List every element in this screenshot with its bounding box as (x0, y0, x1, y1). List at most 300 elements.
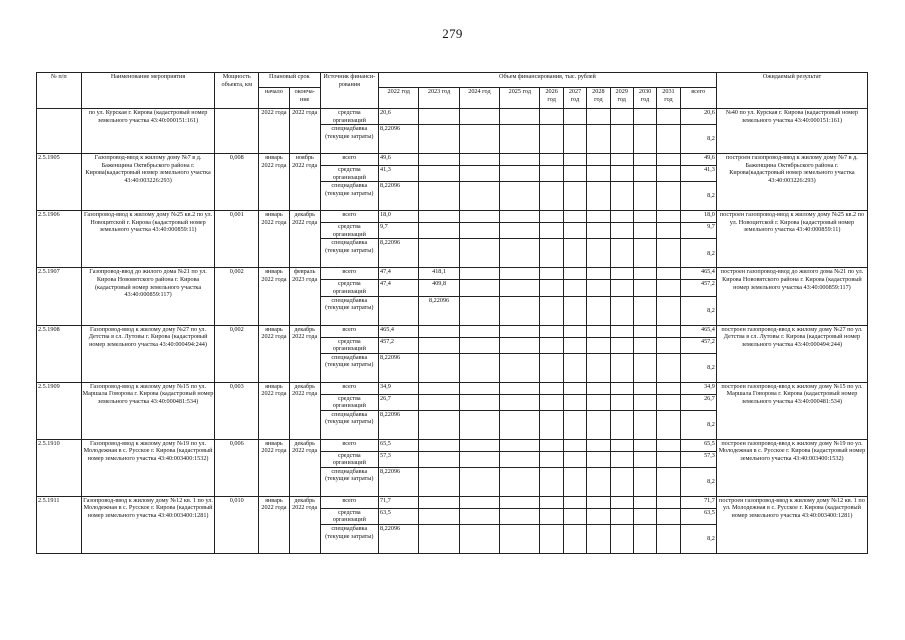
year-value (500, 394, 540, 410)
row-source: всего (320, 154, 378, 166)
year-value (419, 439, 459, 451)
header-source: Источник финанси-рования (320, 73, 378, 109)
year-value: 418,1 (419, 268, 459, 280)
year-value (587, 268, 610, 280)
header-year: 2024 год (459, 88, 499, 109)
year-value (419, 496, 459, 508)
year-value (563, 337, 586, 353)
year-value (419, 353, 459, 382)
year-value (657, 508, 680, 524)
year-value: 41,3 (379, 166, 419, 182)
row-source: всего (320, 325, 378, 337)
year-value (587, 410, 610, 439)
year-value (610, 410, 633, 439)
header-end: оконча-ние (289, 88, 320, 109)
year-value (540, 223, 563, 239)
year-value (500, 508, 540, 524)
year-value: 8,22096 (419, 296, 459, 325)
year-value (563, 211, 586, 223)
row-end: февраль 2023 года (289, 268, 320, 325)
year-value (587, 166, 610, 182)
year-value (540, 337, 563, 353)
year-value (500, 382, 540, 394)
year-value (563, 296, 586, 325)
row-end: 2022 года (289, 109, 320, 154)
year-value (610, 166, 633, 182)
year-value (610, 467, 633, 496)
year-value: 8,22096 (379, 353, 419, 382)
row-name: Газопровод-ввод к жилому дому №15 по ул. Маршала Говорова г. Кирова (кадастровый номер земельного участка 43:40:000481:534) (81, 382, 215, 439)
year-value (540, 451, 563, 467)
year-value (419, 325, 459, 337)
year-value (610, 439, 633, 451)
year-value (419, 211, 459, 223)
year-value (459, 296, 499, 325)
year-value (657, 223, 680, 239)
year-value (587, 394, 610, 410)
row-start: январь 2022 года (259, 325, 290, 382)
year-value (500, 439, 540, 451)
year-value (610, 451, 633, 467)
row-start: январь 2022 года (259, 268, 290, 325)
year-value (500, 166, 540, 182)
row-total: 63,5 (680, 508, 716, 524)
year-value (500, 211, 540, 223)
year-value (563, 439, 586, 451)
year-value (610, 211, 633, 223)
row-source: спецнадбавка (текущие затраты) (320, 467, 378, 496)
year-value (563, 154, 586, 166)
table-row (37, 439, 868, 451)
year-value (419, 125, 459, 154)
year-value (657, 410, 680, 439)
row-source: средства организаций (320, 109, 378, 125)
row-total: 465,4 (680, 268, 716, 280)
year-value: 57,3 (379, 451, 419, 467)
year-value (633, 125, 656, 154)
year-value (459, 382, 499, 394)
year-value (657, 394, 680, 410)
year-value (657, 496, 680, 508)
row-total: 8,2 (680, 239, 716, 268)
row-num: 2.5.1905 (37, 154, 82, 211)
year-value (633, 451, 656, 467)
row-total: 34,9 (680, 382, 716, 394)
year-value (633, 296, 656, 325)
year-value (500, 337, 540, 353)
year-value (540, 166, 563, 182)
table-row (37, 268, 868, 280)
year-value (657, 154, 680, 166)
row-name: Газопровод-ввод до жилого дома №21 по ул. Кирова Нововятского района г. Кирова (кадастровый номер земельного участка 43:40:000859:117) (81, 268, 215, 325)
year-value (500, 451, 540, 467)
page-number: 279 (442, 26, 463, 41)
row-capacity: 0,008 (215, 154, 259, 211)
header-year: 2030 год (633, 88, 656, 109)
row-capacity: 0,001 (215, 211, 259, 268)
year-value (633, 280, 656, 296)
year-value (633, 496, 656, 508)
row-total: 457,2 (680, 337, 716, 353)
table-row (37, 211, 868, 223)
year-value (459, 154, 499, 166)
year-value (459, 166, 499, 182)
year-value (610, 223, 633, 239)
year-value (419, 382, 459, 394)
row-name: Газопровод-ввод к жилому дому №25 кв.2 по ул. Новоцитской г. Кирова (кадастровый номер земельного участка 43:40:000859:11) (81, 211, 215, 268)
year-value (540, 296, 563, 325)
year-value (379, 296, 419, 325)
year-value (459, 394, 499, 410)
year-value (633, 410, 656, 439)
year-value: 20,6 (379, 109, 419, 125)
year-value (587, 508, 610, 524)
year-value (610, 382, 633, 394)
year-value (459, 451, 499, 467)
year-value: 457,2 (379, 337, 419, 353)
year-value (610, 296, 633, 325)
row-source: средства организаций (320, 223, 378, 239)
year-value (459, 211, 499, 223)
row-source: всего (320, 496, 378, 508)
year-value (540, 239, 563, 268)
year-value (563, 109, 586, 125)
header-year: 2029 год (610, 88, 633, 109)
year-value (500, 410, 540, 439)
year-value (587, 125, 610, 154)
row-result: построен газопровод-ввод к жилому дому №19 по ул. Молодежная в с. Русское г. Кирова (кадастровый номер земельного участка 43:40:003400:1532) (716, 439, 867, 496)
row-source: всего (320, 439, 378, 451)
row-source: спецнадбавка (текущие затраты) (320, 353, 378, 382)
year-value (540, 268, 563, 280)
year-value (633, 508, 656, 524)
header-year: 2027 год (563, 88, 586, 109)
year-value (563, 353, 586, 382)
table-header (37, 73, 868, 109)
year-value (657, 525, 680, 554)
year-value (419, 223, 459, 239)
year-value: 8,22096 (379, 125, 419, 154)
table-body (37, 109, 868, 554)
year-value: 65,5 (379, 439, 419, 451)
header-num: № п/п (37, 73, 82, 109)
year-value (633, 439, 656, 451)
year-value (563, 166, 586, 182)
row-start: январь 2022 года (259, 382, 290, 439)
year-value (500, 280, 540, 296)
year-value (540, 394, 563, 410)
year-value (563, 394, 586, 410)
year-value (459, 268, 499, 280)
year-value: 465,4 (379, 325, 419, 337)
year-value: 34,9 (379, 382, 419, 394)
row-result: построен газопровод-ввод до жилого дома №21 по ул. Кирова Нововятского района г. Кирова (кадастровый номер земельного участка 43:40:000859:117) (716, 268, 867, 325)
year-value (500, 125, 540, 154)
year-value (563, 467, 586, 496)
row-source: средства организаций (320, 280, 378, 296)
year-value (587, 525, 610, 554)
row-result: №40 по ул. Курская г. Кирова (кадастровый номер земельного участка 43:40:000151:161) (716, 109, 867, 154)
header-year: 2022 год (379, 88, 419, 109)
year-value: 9,7 (379, 223, 419, 239)
year-value (419, 451, 459, 467)
year-value (587, 182, 610, 211)
year-value (563, 268, 586, 280)
year-value (633, 394, 656, 410)
year-value (657, 337, 680, 353)
year-value (657, 467, 680, 496)
year-value: 26,7 (379, 394, 419, 410)
year-value (459, 109, 499, 125)
year-value (657, 268, 680, 280)
row-num: 2.5.1909 (37, 382, 82, 439)
table-row (37, 496, 868, 508)
row-source: средства организаций (320, 508, 378, 524)
year-value (500, 353, 540, 382)
year-value (610, 125, 633, 154)
row-source: всего (320, 268, 378, 280)
row-total: 457,2 (680, 280, 716, 296)
header-start: начало (259, 88, 290, 109)
row-source: спецнадбавка (текущие затраты) (320, 410, 378, 439)
year-value (587, 325, 610, 337)
year-value (563, 182, 586, 211)
year-value (419, 467, 459, 496)
year-value (633, 109, 656, 125)
year-value (587, 439, 610, 451)
year-value (563, 508, 586, 524)
year-value (587, 451, 610, 467)
year-value (540, 439, 563, 451)
year-value (540, 211, 563, 223)
year-value (540, 109, 563, 125)
year-value (540, 325, 563, 337)
row-source: средства организаций (320, 166, 378, 182)
year-value (610, 325, 633, 337)
row-end: декабрь 2022 года (289, 325, 320, 382)
row-end: декабрь 2022 года (289, 211, 320, 268)
year-value: 8,22096 (379, 467, 419, 496)
year-value (563, 410, 586, 439)
year-value (587, 239, 610, 268)
year-value (610, 337, 633, 353)
year-value (540, 125, 563, 154)
table-row (37, 325, 868, 337)
year-value (633, 382, 656, 394)
row-name: Газопровод-ввод к жилому дому №7 в д. Баженщина Октябрьского района г. Кирова(кадастровый номер земельного участка 43:40:003226:293) (81, 154, 215, 211)
row-name: Газопровод-ввод к жилому дому №19 по ул. Молодежная в с. Русское г. Кирова (кадастровый номер земельного участка 43:40:003400:1532) (81, 439, 215, 496)
year-value: 8,22096 (379, 182, 419, 211)
header-year: 2028 год (587, 88, 610, 109)
year-value (540, 182, 563, 211)
header-total: всего (680, 88, 716, 109)
row-name: Газопровод-ввод к жилому дому №12 кв. 1 по ул. Молодежная в с. Русское г. Кирова (кадастровый номер земельного участка 43:40:003400:1281) (81, 496, 215, 553)
year-value (587, 353, 610, 382)
year-value (459, 508, 499, 524)
year-value (419, 337, 459, 353)
row-source: всего (320, 211, 378, 223)
year-value (587, 223, 610, 239)
year-value (459, 467, 499, 496)
year-value (657, 211, 680, 223)
year-value: 47,4 (379, 268, 419, 280)
row-total: 8,2 (680, 467, 716, 496)
row-total: 41,3 (680, 166, 716, 182)
year-value: 49,6 (379, 154, 419, 166)
year-value (500, 296, 540, 325)
year-value: 8,22096 (379, 410, 419, 439)
row-name: Газопровод-ввод к жилому дому №27 по ул. Детства в сл. Лутовы г. Кирова (кадастровый номер земельного участка 43:40:000494:244) (81, 325, 215, 382)
row-result: построен газопровод-ввод к жилому дому №25 кв.2 по ул. Новоцитской г. Кирова (кадастровый номер земельного участка 43:40:000859:11) (716, 211, 867, 268)
year-value (540, 280, 563, 296)
row-source: средства организаций (320, 451, 378, 467)
year-value (459, 182, 499, 211)
row-capacity: 0,002 (215, 325, 259, 382)
year-value (563, 223, 586, 239)
row-source: спецнадбавка (текущие затраты) (320, 296, 378, 325)
row-capacity: 0,003 (215, 382, 259, 439)
year-value (610, 268, 633, 280)
year-value (657, 439, 680, 451)
year-value (563, 451, 586, 467)
year-value (459, 125, 499, 154)
year-value (657, 182, 680, 211)
row-source: спецнадбавка (текущие затраты) (320, 125, 378, 154)
year-value (587, 211, 610, 223)
year-value (657, 125, 680, 154)
year-value (563, 325, 586, 337)
table-row (37, 382, 868, 394)
row-end: декабрь 2022 года (289, 439, 320, 496)
row-total: 65,5 (680, 439, 716, 451)
year-value (540, 154, 563, 166)
year-value (587, 154, 610, 166)
row-total: 57,3 (680, 451, 716, 467)
year-value (587, 280, 610, 296)
year-value (633, 353, 656, 382)
year-value (459, 280, 499, 296)
year-value (500, 223, 540, 239)
row-total: 49,6 (680, 154, 716, 166)
table-row (37, 154, 868, 166)
year-value (459, 223, 499, 239)
year-value (540, 467, 563, 496)
row-total: 8,2 (680, 353, 716, 382)
header-year: 2031 год (657, 88, 680, 109)
row-num: 2.5.1907 (37, 268, 82, 325)
row-source: спецнадбавка (текущие затраты) (320, 525, 378, 554)
year-value (633, 211, 656, 223)
year-value (610, 525, 633, 554)
row-end: ноябрь 2022 года (289, 154, 320, 211)
year-value (610, 182, 633, 211)
header-schedule: Плановый срок (259, 73, 321, 88)
year-value (657, 353, 680, 382)
year-value (540, 496, 563, 508)
table-row (37, 109, 868, 125)
row-start: январь 2022 года (259, 439, 290, 496)
year-value (563, 496, 586, 508)
header-capacity: Мощность объекта, км (215, 73, 259, 109)
year-value (419, 109, 459, 125)
year-value (500, 268, 540, 280)
year-value (657, 325, 680, 337)
year-value (587, 109, 610, 125)
row-result: построен газопровод-ввод к жилому дому №12 кв. 1 по ул. Молодежная в с. Русское г. Кирова (кадастровый номер земельного участка 43:40:003400:1281) (716, 496, 867, 553)
year-value: 18,0 (379, 211, 419, 223)
year-value (419, 182, 459, 211)
row-source: спецнадбавка (текущие затраты) (320, 182, 378, 211)
year-value (500, 154, 540, 166)
year-value (500, 467, 540, 496)
year-value (657, 239, 680, 268)
row-result: построен газопровод-ввод к жилому дому №27 по ул. Детства в сл. Лутовы г. Кирова (кадастровый номер земельного участка 43:40:000494:244) (716, 325, 867, 382)
year-value: 8,22096 (379, 239, 419, 268)
year-value: 71,7 (379, 496, 419, 508)
year-value (459, 353, 499, 382)
year-value (610, 239, 633, 268)
year-value: 63,5 (379, 508, 419, 524)
year-value (459, 439, 499, 451)
year-value (459, 239, 499, 268)
year-value (563, 280, 586, 296)
year-value (563, 382, 586, 394)
row-start: 2022 года (259, 109, 290, 154)
header-year: 2023 год (419, 88, 459, 109)
year-value (419, 394, 459, 410)
year-value: 409,8 (419, 280, 459, 296)
year-value (459, 410, 499, 439)
row-capacity (215, 109, 259, 154)
row-num: 2.5.1911 (37, 496, 82, 553)
year-value (563, 239, 586, 268)
year-value (610, 109, 633, 125)
row-source: средства организаций (320, 337, 378, 353)
year-value (633, 166, 656, 182)
row-total: 8,2 (680, 125, 716, 154)
row-start: январь 2022 года (259, 154, 290, 211)
year-value (587, 296, 610, 325)
row-source: спецнадбавка (текущие затраты) (320, 239, 378, 268)
year-value (500, 109, 540, 125)
year-value (633, 154, 656, 166)
row-capacity: 0,010 (215, 496, 259, 553)
row-total: 18,0 (680, 211, 716, 223)
year-value (657, 109, 680, 125)
row-num (37, 109, 82, 154)
row-total: 8,2 (680, 410, 716, 439)
row-total: 20,6 (680, 109, 716, 125)
funding-table (36, 72, 868, 554)
row-total: 8,2 (680, 525, 716, 554)
header-name: Наименование мероприятия (81, 73, 215, 109)
year-value (587, 496, 610, 508)
year-value (540, 508, 563, 524)
row-start: январь 2022 года (259, 211, 290, 268)
year-value (500, 239, 540, 268)
year-value (633, 325, 656, 337)
row-end: декабрь 2022 года (289, 382, 320, 439)
year-value (633, 239, 656, 268)
year-value (500, 496, 540, 508)
year-value (540, 353, 563, 382)
year-value: 8,22096 (379, 525, 419, 554)
year-value (540, 525, 563, 554)
row-total: 26,7 (680, 394, 716, 410)
year-value (563, 525, 586, 554)
row-source: всего (320, 382, 378, 394)
year-value (419, 239, 459, 268)
